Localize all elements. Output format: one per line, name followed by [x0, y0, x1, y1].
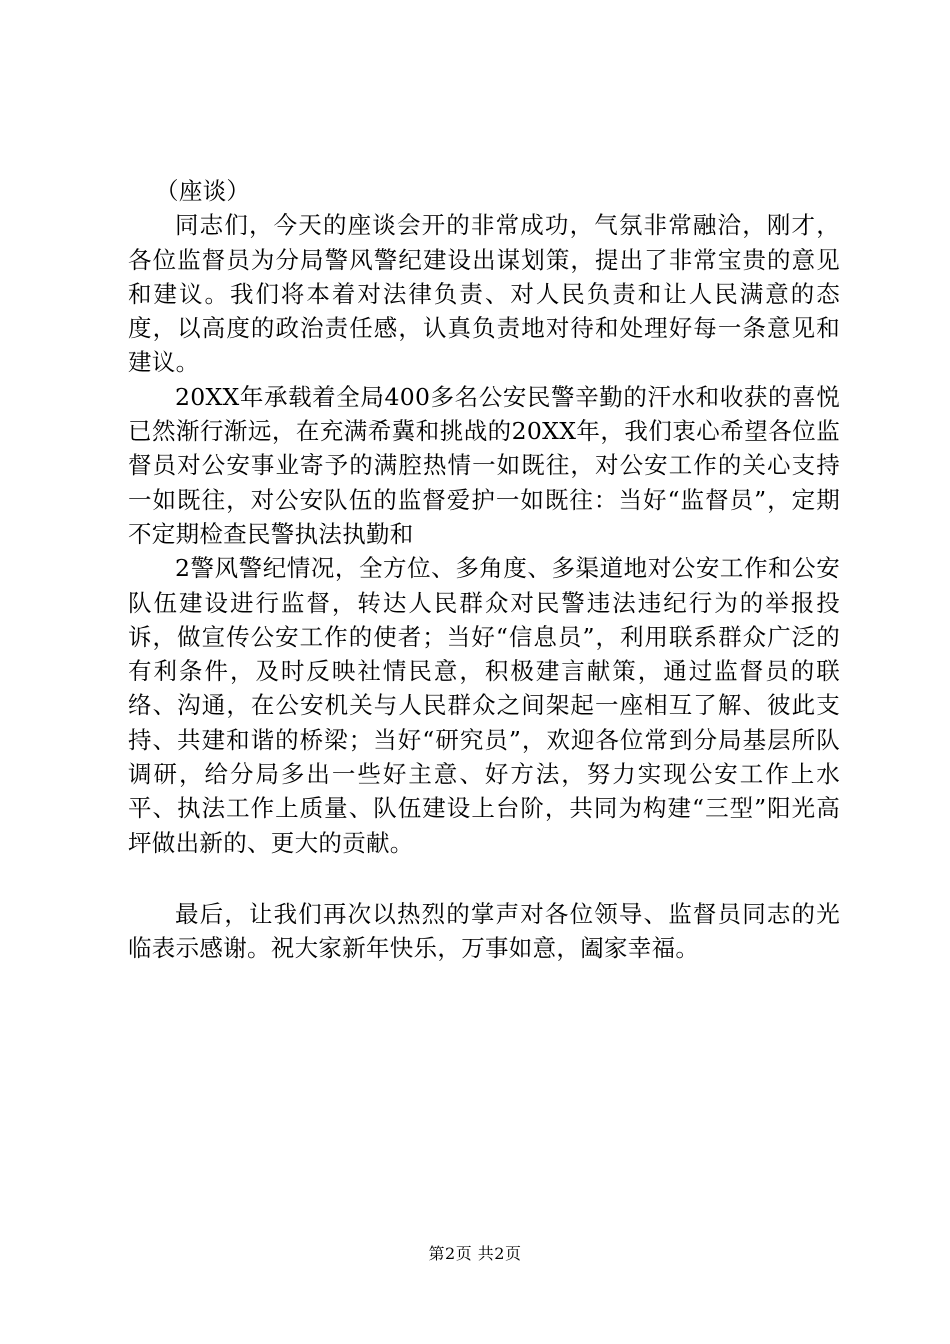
paragraph-opening: 同志们，今天的座谈会开的非常成功，气氛非常融洽，刚才，各位监督员为分局警风警纪建设出谋划策，提出了非常宝贵的意见和建议。我们将本着对法律负责、对人民负责和让人民满意的态度，以高度的政治责任感，认真负责地对待和处理好每一条意见和建议。 — [128, 211, 840, 377]
page-footer — [0, 1243, 950, 1265]
paragraph-expectations: 20XX年承载着全局400多名公安民警辛勤的汗水和收获的喜悦已然渐行渐远，在充满希冀和挑战的20XX年，我们衷心希望各位监督员对公安事业寄予的满腔热情一如既往，对公安工作的关心支持一如既往，对公安队伍的监督爱护一如既往：当好“监督员”，定期不定期检查民警执法执勤和 — [128, 382, 840, 548]
section-heading: （座谈） — [155, 177, 251, 205]
page-number: 第2页 共2页 — [428, 1244, 522, 1263]
paragraph-closing: 最后，让我们再次以热烈的掌声对各位领导、监督员同志的光临表示感谢。祝大家新年快乐，万事如意，阖家幸福。 — [128, 899, 840, 963]
document-body — [128, 174, 840, 966]
paragraph-duties: 2警风警纪情况，全方位、多角度、多渠道地对公安工作和公安队伍建设进行监督，转达人民群众对民警违法违纪行为的举报投诉，做宣传公安工作的使者；当好“信息员”，利用联系群众广泛的有利条件，及时反映社情民意，积极建言献策，通过监督员的联络、沟通，在公安机关与人民群众之间架起一座相互了解、彼此支持、共建和谐的桥梁；当好“研究员”，欢迎各位常到分局基层所队调研，给分局多出一些好主意、好方法，努力实现公安工作上水平、执法工作上质量、队伍建设上台阶，共同为构建“三型”阳光高坪做出新的、更大的贡献。 — [128, 554, 840, 857]
